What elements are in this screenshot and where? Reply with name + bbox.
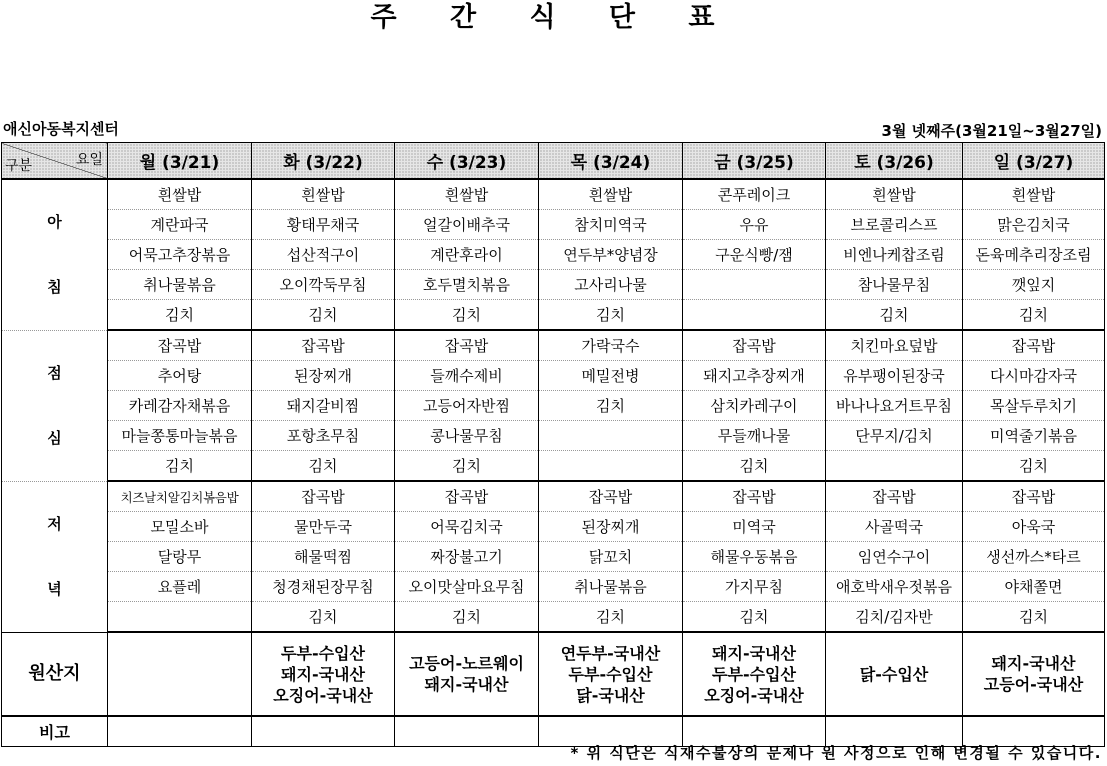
menu-item: 고등어자반찜: [395, 391, 539, 421]
menu-item: 돈육메추리장조림: [963, 240, 1105, 270]
note-cell: [108, 716, 252, 747]
menu-item: 김치: [252, 451, 395, 482]
day-header: 토 (3/26): [826, 143, 963, 180]
menu-item: 김치: [963, 451, 1105, 482]
day-header: 수 (3/23): [395, 143, 539, 180]
menu-item: 비엔나케찹조림: [826, 240, 963, 270]
menu-item: [108, 602, 252, 633]
note-label: 비고: [2, 716, 108, 747]
meal-label: [2, 481, 108, 632]
menu-item: 연두부*양념장: [539, 240, 683, 270]
menu-row: [2, 451, 1105, 482]
menu-item: 목살두루치기: [963, 391, 1105, 421]
menu-item: 어묵고추장볶음: [108, 240, 252, 270]
footnote: * 위 식단은 식재수불상의 문제나 원 사정으로 인해 변경될 수 있습니다.: [570, 744, 1102, 762]
day-header: 월 (3/21): [108, 143, 252, 180]
note-cell: [252, 716, 395, 747]
header-row: [2, 143, 1105, 180]
menu-item: 브로콜리스프: [826, 210, 963, 240]
menu-item: 잡곡밥: [395, 330, 539, 361]
menu-item: 김치: [395, 300, 539, 331]
menu-item: 아욱국: [963, 512, 1105, 542]
menu-item: [683, 300, 826, 331]
menu-item: 흰쌀밥: [395, 179, 539, 210]
menu-item: 흰쌀밥: [252, 179, 395, 210]
menu-item: 계란후라이: [395, 240, 539, 270]
menu-item: 흰쌀밥: [108, 179, 252, 210]
meal-label: [2, 330, 108, 481]
menu-item: 김치: [683, 451, 826, 482]
menu-item: 임연수구이: [826, 542, 963, 572]
meal-label-top: 점: [47, 363, 62, 382]
menu-item: 김치: [539, 391, 683, 421]
menu-item: 흰쌀밥: [963, 179, 1105, 210]
menu-row: [2, 240, 1105, 270]
origin-cell: 고등어-노르웨이 돼지-국내산: [395, 632, 539, 716]
menu-item: 김치: [252, 300, 395, 331]
menu-item: 생선까스*타르: [963, 542, 1105, 572]
day-header: 화 (3/22): [252, 143, 395, 180]
menu-item: 모밀소바: [108, 512, 252, 542]
menu-item: 잡곡밥: [963, 481, 1105, 512]
page-title: 주 간 식 단 표: [370, 2, 737, 33]
origin-cell: 돼지-국내산 두부-수입산 오징어-국내산: [683, 632, 826, 716]
menu-item: 잡곡밥: [963, 330, 1105, 361]
menu-item: 요플레: [108, 572, 252, 602]
day-header: 금 (3/25): [683, 143, 826, 180]
menu-item: 마늘쫑통마늘볶음: [108, 421, 252, 451]
menu-item: 김치: [108, 300, 252, 331]
menu-item: 가락국수: [539, 330, 683, 361]
center-name: 애신아동복지센터: [3, 120, 119, 138]
menu-item: 가지무침: [683, 572, 826, 602]
origin-cell: 닭-수입산: [826, 632, 963, 716]
menu-item: 흰쌀밥: [539, 179, 683, 210]
menu-item: 얼갈이배추국: [395, 210, 539, 240]
menu-item: 해물우동볶음: [683, 542, 826, 572]
meal-label-bottom: 녁: [47, 579, 62, 598]
menu-item: 유부팽이된장국: [826, 361, 963, 391]
weekly-menu-table: [1, 142, 1105, 747]
menu-item: 잡곡밥: [683, 330, 826, 361]
menu-item: 오이맛살마요무침: [395, 572, 539, 602]
menu-item: 김치: [963, 602, 1105, 633]
menu-item: 참치미역국: [539, 210, 683, 240]
origin-row: [2, 632, 1105, 716]
menu-item: 삼치카레구이: [683, 391, 826, 421]
menu-item: 김치: [963, 300, 1105, 331]
menu-row: [2, 512, 1105, 542]
menu-item: 잡곡밥: [395, 481, 539, 512]
menu-item: 참나물무침: [826, 270, 963, 300]
menu-row: [2, 481, 1105, 512]
meal-label-top: 저: [47, 514, 62, 533]
menu-item: 콩나물무침: [395, 421, 539, 451]
menu-item: 된장찌개: [252, 361, 395, 391]
day-header: 일 (3/27): [963, 143, 1105, 180]
menu-item: 잡곡밥: [252, 330, 395, 361]
menu-item: 짜장불고기: [395, 542, 539, 572]
menu-item: [539, 421, 683, 451]
menu-item: 카레감자채볶음: [108, 391, 252, 421]
menu-row: [2, 602, 1105, 633]
origin-cell: 두부-수입산 돼지-국내산 오징어-국내산: [252, 632, 395, 716]
origin-label: 원산지: [2, 632, 108, 716]
menu-item: 호두멸치볶음: [395, 270, 539, 300]
menu-item: 김치: [826, 300, 963, 331]
menu-item: 물만두국: [252, 512, 395, 542]
menu-row: [2, 391, 1105, 421]
menu-item: 잡곡밥: [826, 481, 963, 512]
day-header: 목 (3/24): [539, 143, 683, 180]
menu-item: 섭산적구이: [252, 240, 395, 270]
menu-item: [539, 451, 683, 482]
menu-item: 된장찌개: [539, 512, 683, 542]
menu-item: 야채쫄면: [963, 572, 1105, 602]
menu-item: 돼지갈비찜: [252, 391, 395, 421]
menu-item: 잡곡밥: [252, 481, 395, 512]
menu-item: 콘푸레이크: [683, 179, 826, 210]
menu-item: 맑은김치국: [963, 210, 1105, 240]
corner-cell: [2, 143, 108, 180]
meal-label-bottom: 침: [47, 277, 62, 296]
menu-item: [683, 270, 826, 300]
menu-row: [2, 210, 1105, 240]
corner-label-category: 구분: [5, 158, 33, 174]
menu-item: 치즈날치알김치볶음밥: [108, 481, 252, 512]
menu-item: 김치: [539, 602, 683, 633]
menu-item: 깻잎지: [963, 270, 1105, 300]
menu-item: 어묵김치국: [395, 512, 539, 542]
menu-item: 취나물볶음: [108, 270, 252, 300]
meal-label: [2, 179, 108, 330]
menu-item: 메밀전병: [539, 361, 683, 391]
origin-cell: 돼지-국내산 고등어-국내산: [963, 632, 1105, 716]
menu-item: 단무지/김치: [826, 421, 963, 451]
menu-item: 흰쌀밥: [826, 179, 963, 210]
menu-item: 김치/김자반: [826, 602, 963, 633]
menu-row: [2, 421, 1105, 451]
menu-item: 해물떡찜: [252, 542, 395, 572]
menu-item: 미역국: [683, 512, 826, 542]
menu-item: 잡곡밥: [539, 481, 683, 512]
menu-item: 잡곡밥: [683, 481, 826, 512]
meal-label-top: 아: [47, 212, 62, 231]
menu-item: 애호박새우젓볶음: [826, 572, 963, 602]
menu-item: 치킨마요덮밥: [826, 330, 963, 361]
menu-row: [2, 179, 1105, 210]
menu-item: 김치: [539, 300, 683, 331]
menu-row: [2, 270, 1105, 300]
menu-item: 들깨수제비: [395, 361, 539, 391]
menu-row: [2, 300, 1105, 331]
menu-item: 포항초무침: [252, 421, 395, 451]
menu-item: 구운식빵/잼: [683, 240, 826, 270]
note-cell: [395, 716, 539, 747]
menu-item: 취나물볶음: [539, 572, 683, 602]
menu-item: 달랑무: [108, 542, 252, 572]
menu-item: 김치: [395, 602, 539, 633]
menu-item: 황태무채국: [252, 210, 395, 240]
menu-item: 돼지고추장찌개: [683, 361, 826, 391]
menu-item: 잡곡밥: [108, 330, 252, 361]
origin-cell: 연두부-국내산 두부-수입산 닭-국내산: [539, 632, 683, 716]
menu-item: 김치: [395, 451, 539, 482]
week-range: 3월 넷째주(3월21일~3월27일): [881, 122, 1102, 140]
menu-item: 추어탕: [108, 361, 252, 391]
menu-item: 김치: [683, 602, 826, 633]
menu-item: 바나나요거트무침: [826, 391, 963, 421]
menu-item: 고사리나물: [539, 270, 683, 300]
menu-item: 무들깨나물: [683, 421, 826, 451]
menu-item: 청경채된장무침: [252, 572, 395, 602]
menu-row: [2, 330, 1105, 361]
menu-item: 김치: [108, 451, 252, 482]
menu-item: 미역줄기볶음: [963, 421, 1105, 451]
menu-item: 우유: [683, 210, 826, 240]
menu-item: [826, 451, 963, 482]
menu-row: [2, 542, 1105, 572]
menu-item: 김치: [252, 602, 395, 633]
meal-label-bottom: 심: [47, 428, 62, 447]
menu-row: [2, 572, 1105, 602]
menu-item: 닭꼬치: [539, 542, 683, 572]
menu-item: 계란파국: [108, 210, 252, 240]
menu-item: 사골떡국: [826, 512, 963, 542]
menu-item: 다시마감자국: [963, 361, 1105, 391]
corner-label-day: 요일: [75, 152, 103, 168]
menu-item: 오이깍둑무침: [252, 270, 395, 300]
menu-row: [2, 361, 1105, 391]
origin-cell: [108, 632, 252, 716]
